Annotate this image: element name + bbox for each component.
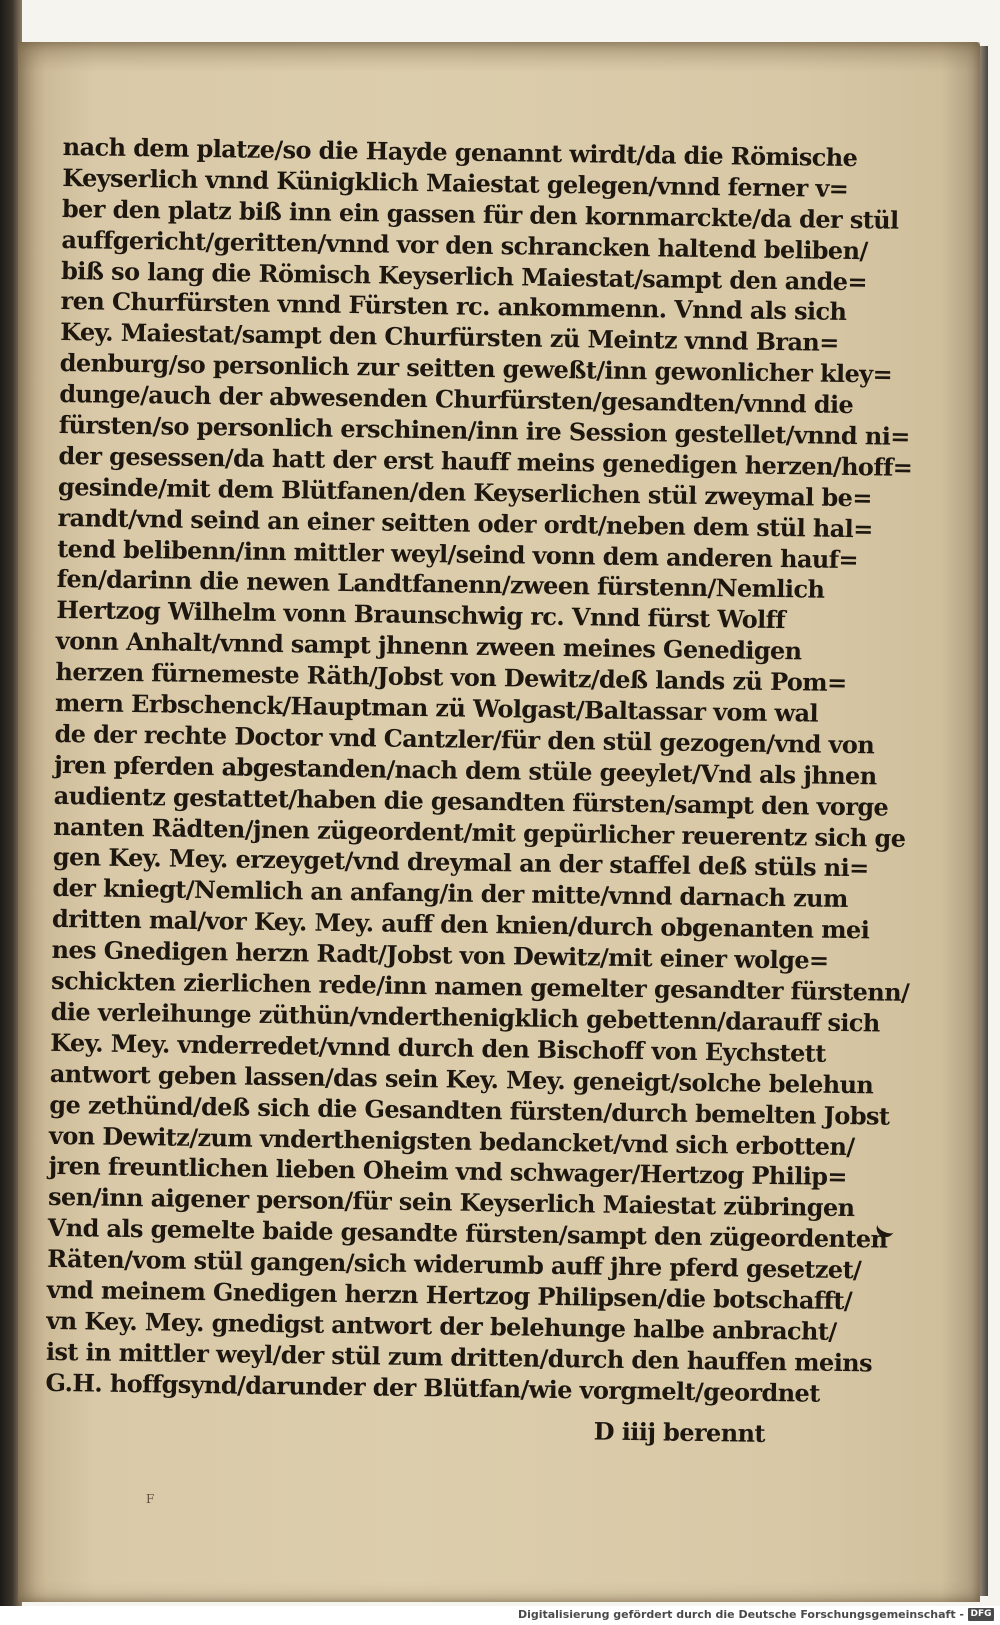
text-line: Key. Maiestat/sampt den Churfürsten zü Meintz vnnd Bran= [60, 317, 839, 358]
text-line: antwort geben lassen/das sein Key. Mey. geneigt/solche belehun [49, 1058, 874, 1100]
text-line: biß so lang die Römisch Keyserlich Maiestat/sampt den ande= [60, 255, 868, 296]
text-line: Räten/vom stül gangen/sich widerumb auff jhre pferd gesetzet/ [47, 1243, 862, 1285]
text-line: dritten mal/vor Key. Mey. auff den knien/durch obgenanten mei [51, 904, 870, 945]
text-line: Keyserlich vnnd Künigklich Maiestat gelegen/vnnd ferner v= [62, 162, 849, 203]
text-line: gen Key. Mey. erzeyget/vnd dreymal an der staffel deß stüls ni= [52, 842, 869, 883]
funding-credit: Digitalisierung gefördert durch die Deutsche Forschungsgemeinschaft - [517, 1608, 964, 1621]
page-shadow [18, 42, 980, 72]
text-line: fen/darinn die newen Landtfanenn/zween fürstenn/Nemlich [56, 564, 825, 605]
text-line: ge zethünd/deß sich die Gesandten fürsten/durch bemelten Jobst [49, 1089, 890, 1131]
scanned-page [18, 42, 980, 1602]
text-line: gesinde/mit dem Blütfanen/den Keyserlichen stül zweymal be= [57, 471, 873, 513]
text-line: ist in mittler weyl/der stül zum dritten/durch den hauffen meins [45, 1336, 873, 1378]
text-line: auffgericht/geritten/vnnd vor den schrancken haltend beliben/ [61, 224, 868, 265]
text-line: nanten Rädten/jnen zügeordent/mit gepürlicher reuerentz sich ge [53, 811, 906, 853]
dfg-logo: DFG [968, 1608, 994, 1621]
text-line: Vnd als gemelte baide gesandte fürsten/sampt den zügeordenten [47, 1213, 888, 1254]
text-line: nach dem platze/so die Hayde genannt wirdt/da die Römische [62, 132, 858, 173]
text-line: randt/vnd seind an einer seitten oder ordt/neben dem stül hal= [57, 502, 873, 544]
text-line: schickten zierlichen rede/inn namen gemelter gesandter fürstenn/ [50, 965, 910, 1007]
text-line: de der rechte Doctor vnd Cantzler/für den stül gezogen/vnd von [54, 718, 875, 760]
text-line: Hertzog Wilhelm vonn Braunschwig rc. Vnnd fürst Wolff [56, 595, 786, 635]
text-line: die verleihunge züthün/vnderthenigklich gebettenn/darauff sich [50, 996, 880, 1038]
text-line: jren pferden abgestanden/nach dem stüle geeylet/Vnd als jhnen [53, 749, 877, 791]
text-block [45, 132, 913, 1449]
text-line: jren freuntlichen lieben Oheim vnd schwager/Hertzog Philip= [48, 1151, 848, 1192]
text-line: herzen fürnemeste Räth/Jobst von Dewitz/deß lands zü Pom= [55, 657, 847, 698]
text-line: von Dewitz/zum vnderthenigsten bedancket/vnd sich erbotten/ [48, 1120, 855, 1161]
text-line: ren Churfürsten vnnd Fürsten rc. ankommenn. Vnnd als sich [60, 286, 847, 327]
text-line: vn Key. Mey. gnedigst antwort der belehunge halbe anbracht/ [46, 1305, 837, 1346]
text-line: vonn Anhalt/vnnd sampt jhnenn zween meines Genedigen [55, 626, 802, 666]
footer-bar [0, 1606, 1000, 1625]
catchword: D iiij berennt [593, 1416, 766, 1448]
text-line: nes Gnedigen herzn Radt/Jobst von Dewitz/mit einer wolge= [51, 935, 829, 975]
text-line: mern Erbschenck/Hauptman zü Wolgast/Baltassar vom wal [54, 687, 819, 728]
text-line: dunge/auch der abwesenden Churfürsten/gesandten/vnnd die [59, 379, 854, 420]
text-line: ber den platz biß inn ein gassen für den kornmarckte/da der stül [61, 193, 899, 235]
small-mark: F [146, 1492, 155, 1506]
text-line: fürsten/so personlich erschinen/inn ire Session gestellet/vnnd ni= [58, 409, 910, 451]
text-line: der kniegt/Nemlich an anfang/in der mitte/vnnd darnach zum [52, 873, 848, 914]
text-line: vnd meinem Gnedigen herzn Hertzog Philipsen/die botschafft/ [46, 1274, 853, 1316]
page-edge [980, 46, 988, 1596]
text-line: G.H. hoffgsynd/darunder der Blütfan/wie vorgmelt/geordnet [45, 1367, 820, 1408]
text-line: sen/inn aigener person/für sein Keyserlich Maiestat zübringen [47, 1182, 855, 1223]
text-line: der gesessen/da hatt der erst hauff meins genedigen herzen/hoff= [58, 440, 913, 482]
text-line: Key. Mey. vnderredet/vnnd durch den Bischoff von Eychstett [50, 1027, 826, 1068]
text-line: tend belibenn/inn mittler weyl/seind vonn dem anderen hauf= [56, 533, 859, 574]
text-line: denburg/so personlich zur seitten geweßt/inn gewonlicher kley= [59, 348, 893, 389]
text-line: audientz gestattet/haben die gesandten fürsten/sampt den vorge [53, 780, 889, 822]
